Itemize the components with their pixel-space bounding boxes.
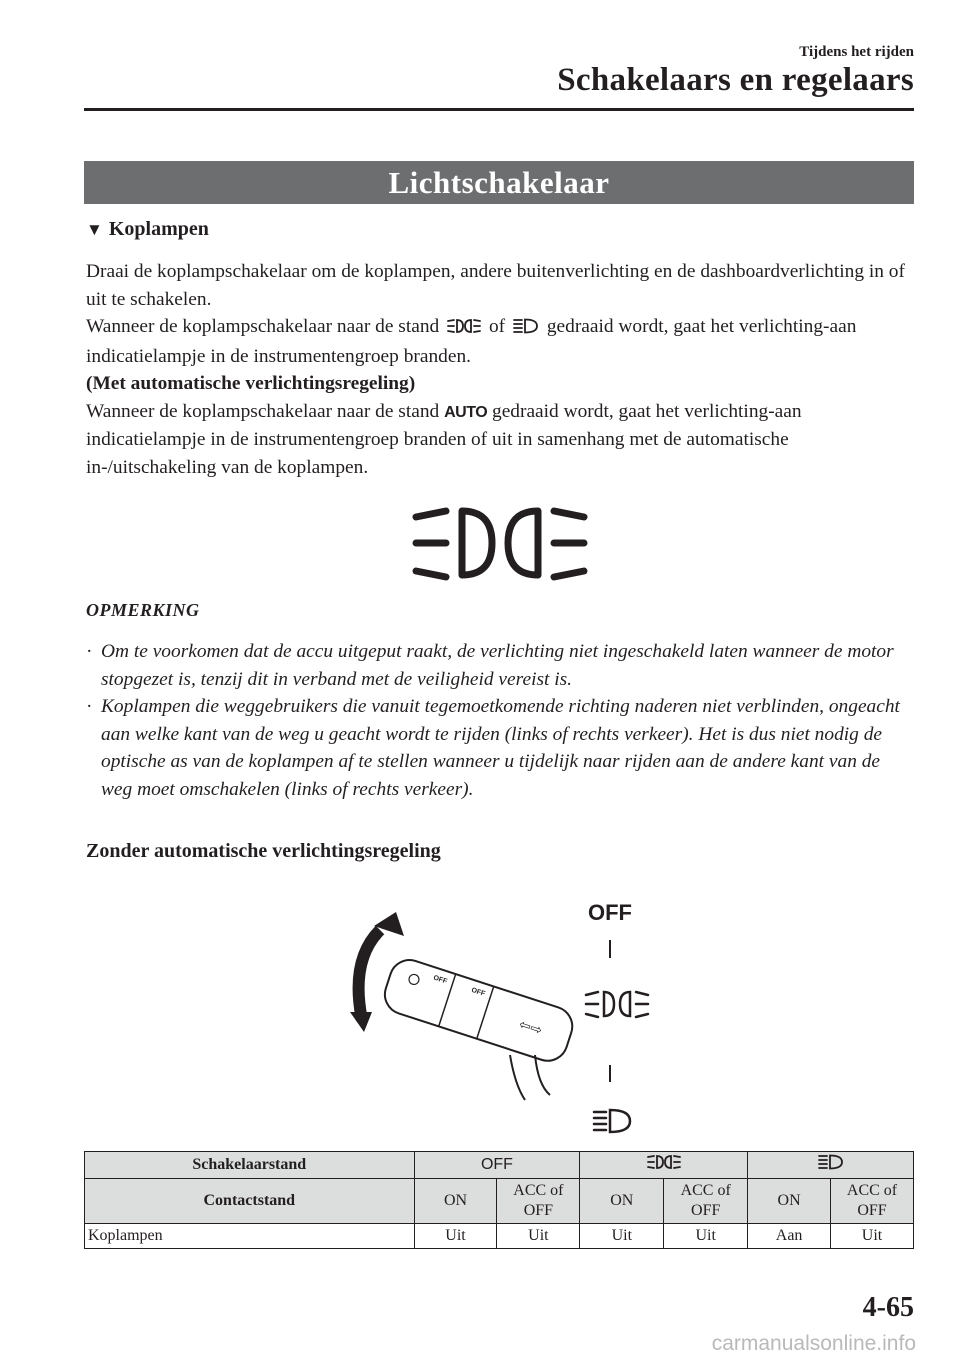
table-cell: ACC of OFF <box>831 1179 914 1224</box>
note-item <box>86 693 916 803</box>
parking-light-icon <box>447 315 481 343</box>
chapter-header: Schakelaars en regelaars <box>557 62 914 98</box>
light-switch-diagram <box>340 890 660 1145</box>
section2-title: Zonder automatische verlichtingsregeling <box>86 840 441 862</box>
table-cell: Uit <box>497 1224 580 1249</box>
table-cell: Uit <box>664 1224 748 1249</box>
body-text <box>86 258 916 481</box>
note-title: OPMERKING <box>86 600 200 620</box>
table-cell: ON <box>414 1179 497 1224</box>
table-cell: Koplampen <box>85 1224 415 1249</box>
table-cell: ON <box>580 1179 664 1224</box>
off-label: OFF <box>588 900 632 925</box>
table-cell: OFF <box>414 1152 580 1179</box>
parking-light-icon <box>647 1154 681 1170</box>
svg-text:⇦⇨: ⇦⇨ <box>516 1016 545 1040</box>
paragraph-2 <box>86 313 916 370</box>
paragraph-4 <box>86 398 916 482</box>
subheading-text: Koplampen <box>108 218 209 240</box>
table-cell: ACC of OFF <box>497 1179 580 1224</box>
auto-symbol: AUTO <box>444 403 488 421</box>
p4-after: gedraaid wordt, gaat het verlichting-aan indicatielampje in de instrumentengroep branden of uit in samenhang met de automatische in-/uitschakeling van de koplampen. <box>86 400 802 478</box>
switch-position-table <box>84 1151 914 1249</box>
stalk-off-label-1: OFF <box>432 974 448 986</box>
table-row <box>85 1224 914 1249</box>
table-cell: Schakelaarstand <box>85 1152 415 1179</box>
p4-before: Wanneer de koplampschakelaar naar de stand <box>86 400 440 422</box>
stalk-off-label-2: OFF <box>470 986 486 998</box>
table-cell: Uit <box>414 1224 497 1249</box>
subheading <box>86 218 209 241</box>
table-row <box>85 1152 914 1179</box>
header-rule <box>84 108 914 111</box>
table-cell: Aan <box>748 1224 831 1249</box>
p2-mid: of <box>488 316 506 337</box>
headlight-indicator-icon <box>410 503 590 588</box>
headlight-icon <box>513 315 539 343</box>
note-item <box>86 638 916 693</box>
table-row <box>85 1179 914 1224</box>
table-cell: ON <box>748 1179 831 1224</box>
table-cell: Uit <box>580 1224 664 1249</box>
table-cell <box>748 1152 914 1179</box>
note-item-text: Om te voorkomen dat de accu uitgeput raakt, de verlichting niet ingeschakeld laten wanneer de motor stopgezet is, tenzij dit in verband met de veiligheid vereist is. <box>101 641 894 690</box>
paragraph-1: Draai de koplampschakelaar om de koplampen, andere buitenverlichting en de dashboardverlichting in of uit te schakelen. <box>86 261 905 310</box>
headlight-icon <box>818 1154 844 1170</box>
section-banner: Lichtschakelaar <box>84 161 914 204</box>
watermark: carmanualsonline.info <box>711 1332 916 1355</box>
table-cell <box>580 1152 748 1179</box>
table-cell: Contactstand <box>85 1179 415 1224</box>
p2-after: gedraaid wordt, gaat het verlichting-aan indicatielampje in de instrumentengroep branden. <box>86 316 857 367</box>
note-item-text: Koplampen die weggebruikers die vanuit tegemoetkomende richting naderen niet verblinden, ongeacht aan welke kant van de weg u geacht wordt te rijden (links of rechts verkeer). Het is dus niet nodig de optische as van de koplampen af te stellen wanneer u tijdelijk naar rijden aan de andere kant van de weg moet omschakelen (links of rechts verkeer). <box>101 696 900 800</box>
section-header-small: Tijdens het rijden <box>799 44 914 60</box>
triangle-bullet-icon: ▼ <box>86 220 103 239</box>
table-cell: Uit <box>831 1224 914 1249</box>
bullet-icon: · <box>86 641 93 662</box>
notes-list <box>86 638 916 803</box>
page-number: 4-65 <box>862 1292 914 1323</box>
table-cell: ACC of OFF <box>664 1179 748 1224</box>
paragraph-3: (Met automatische verlichtingsregeling) <box>86 373 416 394</box>
bullet-icon: · <box>86 696 93 717</box>
p2-before: Wanneer de koplampschakelaar naar de stand <box>86 316 440 337</box>
